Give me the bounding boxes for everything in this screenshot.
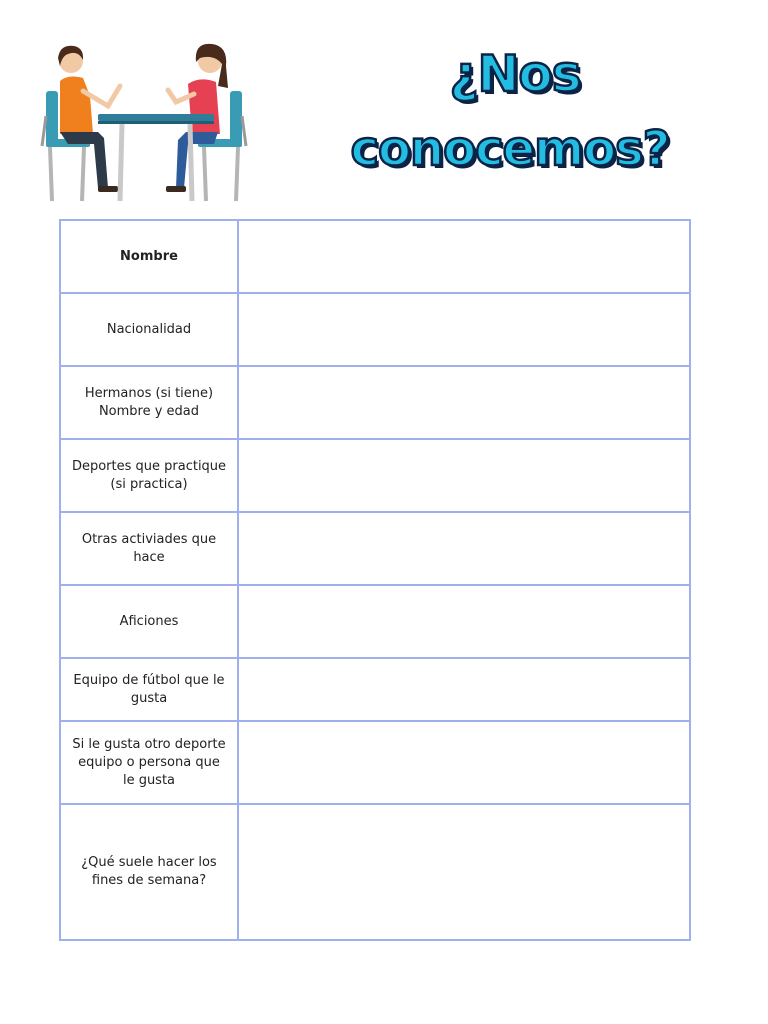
answer-cell [238,512,690,585]
table-row [60,721,690,804]
row-label: Si le gusta otro deporte equipo o persona que le gusta [60,721,238,804]
title-line-1: ¿Nos [449,45,581,103]
row-label: Nacionalidad [60,293,238,366]
row-label: Aficiones [60,585,238,658]
table-row [60,512,690,585]
answer-cell [238,293,690,366]
title-line-2: conocemos? [350,121,670,177]
table-row [60,658,690,721]
page-title [330,40,690,200]
answer-cell [238,366,690,439]
answer-cell [238,804,690,940]
answer-cell [238,585,690,658]
questionnaire-table [59,219,691,941]
table-row [60,220,690,293]
table-row [60,585,690,658]
table-row [60,804,690,940]
answer-cell [238,220,690,293]
row-label: Equipo de fútbol que le gusta [60,658,238,721]
answer-cell [238,658,690,721]
conversation-illustration-icon [38,36,250,206]
table-row [60,439,690,512]
row-label: Hermanos (si tiene) Nombre y edad [60,366,238,439]
row-label: Otras activiades que hace [60,512,238,585]
row-label: Nombre [60,220,238,293]
answer-cell [238,439,690,512]
row-label: Deportes que practique (si practica) [60,439,238,512]
table-row [60,366,690,439]
answer-cell [238,721,690,804]
row-label: ¿Qué suele hacer los fines de semana? [60,804,238,940]
table-row [60,293,690,366]
